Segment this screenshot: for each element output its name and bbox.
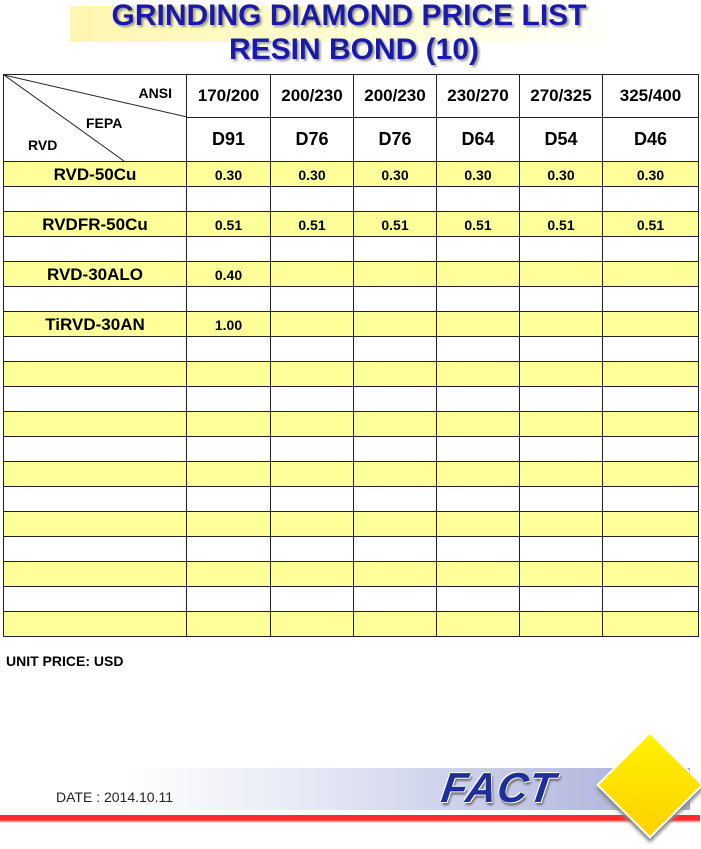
price-cell (520, 187, 603, 212)
price-cell (520, 337, 603, 362)
price-table (3, 74, 699, 637)
table-row (4, 337, 699, 362)
product-name-cell (4, 487, 187, 512)
price-value: 0.30 (381, 167, 409, 183)
price-cell (271, 462, 354, 487)
product-name: TiRVD-30AN (45, 315, 145, 334)
table-row (4, 537, 699, 562)
price-cell (520, 262, 603, 287)
price-cell (354, 187, 437, 212)
price-value: 0.30 (464, 167, 492, 183)
price-cell (520, 562, 603, 587)
corner-header-cell (4, 75, 187, 162)
product-name-cell (4, 462, 187, 487)
product-name-cell (4, 537, 187, 562)
price-cell (603, 312, 699, 337)
table-row (4, 487, 699, 512)
price-cell (354, 287, 437, 312)
price-cell (354, 412, 437, 437)
price-cell (271, 437, 354, 462)
date-label: DATE : 2014.10.11 (56, 789, 173, 805)
table-row (4, 362, 699, 387)
price-cell (271, 287, 354, 312)
price-cell (603, 487, 699, 512)
table-row (4, 312, 699, 337)
table-row (4, 587, 699, 612)
price-cell (354, 337, 437, 362)
table-row (4, 237, 699, 262)
product-name-cell (4, 162, 187, 187)
price-cell (271, 162, 354, 187)
ansi-size-header: 270/325 (520, 75, 603, 118)
fepa-size-header: D76 (271, 118, 354, 162)
price-cell (437, 362, 520, 387)
price-cell (603, 362, 699, 387)
product-name: RVD-50Cu (53, 165, 137, 184)
price-value: 1.00 (214, 317, 243, 333)
table-row (4, 562, 699, 587)
price-cell (354, 512, 437, 537)
price-cell (520, 212, 603, 237)
ansi-size-header: 170/200 (187, 75, 271, 118)
price-cell (520, 387, 603, 412)
price-cell (437, 237, 520, 262)
price-cell (437, 562, 520, 587)
page-title (0, 0, 701, 66)
price-cell (520, 437, 603, 462)
price-cell (603, 162, 699, 187)
price-cell (520, 587, 603, 612)
table-row (4, 512, 699, 537)
price-cell (437, 387, 520, 412)
price-cell (187, 587, 271, 612)
corner-label-ansi: ANSI (138, 85, 172, 101)
product-name-cell (4, 187, 187, 212)
price-cell (271, 487, 354, 512)
ansi-size-header: 325/400 (603, 75, 699, 118)
price-value: 0.30 (636, 167, 665, 183)
price-cell (437, 487, 520, 512)
price-cell (271, 512, 354, 537)
price-cell (520, 287, 603, 312)
price-cell (437, 437, 520, 462)
price-cell (187, 512, 271, 537)
price-cell (187, 462, 271, 487)
product-name-cell (4, 587, 187, 612)
corner-label-fepa: FEPA (86, 115, 123, 131)
fepa-size-header: D54 (520, 118, 603, 162)
table-row (4, 437, 699, 462)
table-row (4, 387, 699, 412)
price-cell (187, 237, 271, 262)
table-header (4, 75, 699, 162)
price-cell (437, 337, 520, 362)
fepa-size-header: D91 (187, 118, 271, 162)
product-name-cell (4, 287, 187, 312)
price-cell (187, 487, 271, 512)
price-cell (271, 412, 354, 437)
price-value: 0.51 (214, 217, 243, 233)
product-name: RVDFR-50Cu (42, 215, 148, 234)
price-cell (603, 587, 699, 612)
price-cell (271, 312, 354, 337)
price-cell (354, 212, 437, 237)
price-value: 0.51 (547, 217, 575, 233)
price-cell (271, 612, 354, 637)
price-cell (603, 512, 699, 537)
price-cell (603, 562, 699, 587)
product-name-cell (4, 362, 187, 387)
price-cell (271, 337, 354, 362)
price-cell (437, 162, 520, 187)
price-cell (603, 462, 699, 487)
price-cell (271, 562, 354, 587)
price-cell (187, 212, 271, 237)
price-cell (187, 387, 271, 412)
price-cell (354, 387, 437, 412)
price-cell (187, 287, 271, 312)
price-cell (437, 187, 520, 212)
product-name-cell (4, 262, 187, 287)
title-line-2: RESIN BOND (10) (228, 33, 480, 66)
price-cell (603, 187, 699, 212)
price-cell (520, 162, 603, 187)
price-value: 0.51 (464, 217, 492, 233)
product-name-cell (4, 387, 187, 412)
fepa-size-header: D46 (603, 118, 699, 162)
table-body (4, 162, 699, 637)
price-cell (603, 262, 699, 287)
price-cell (354, 237, 437, 262)
price-cell (354, 462, 437, 487)
ansi-size-header: 200/230 (271, 75, 354, 118)
price-cell (354, 312, 437, 337)
price-cell (603, 387, 699, 412)
ansi-size-header: 230/270 (437, 75, 520, 118)
table-row (4, 262, 699, 287)
footer-red-rule (0, 815, 700, 823)
table-row (4, 212, 699, 237)
product-name-cell (4, 237, 187, 262)
price-cell (354, 262, 437, 287)
price-value: 0.30 (214, 167, 243, 183)
price-cell (520, 362, 603, 387)
price-cell (437, 312, 520, 337)
price-cell (187, 187, 271, 212)
price-cell (437, 262, 520, 287)
price-cell (437, 512, 520, 537)
price-cell (437, 537, 520, 562)
price-cell (271, 262, 354, 287)
price-cell (603, 537, 699, 562)
product-name-cell (4, 612, 187, 637)
price-cell (354, 562, 437, 587)
price-cell (437, 212, 520, 237)
fepa-size-header: D64 (437, 118, 520, 162)
table-row (4, 462, 699, 487)
price-cell (187, 162, 271, 187)
price-cell (437, 612, 520, 637)
price-cell (437, 462, 520, 487)
price-value: 0.51 (298, 217, 326, 233)
price-cell (603, 437, 699, 462)
ansi-size-header: 200/230 (354, 75, 437, 118)
corner-label-rvd: RVD (28, 137, 58, 153)
price-cell (354, 612, 437, 637)
product-name-cell (4, 212, 187, 237)
price-cell (437, 587, 520, 612)
table-row (4, 412, 699, 437)
price-cell (520, 487, 603, 512)
price-cell (437, 412, 520, 437)
price-cell (603, 212, 699, 237)
price-cell (187, 537, 271, 562)
price-cell (271, 387, 354, 412)
price-cell (354, 162, 437, 187)
price-cell (520, 237, 603, 262)
price-cell (271, 587, 354, 612)
price-cell (187, 437, 271, 462)
price-cell (354, 587, 437, 612)
price-value: 0.30 (547, 167, 575, 183)
price-cell (603, 412, 699, 437)
price-cell (187, 412, 271, 437)
price-cell (187, 362, 271, 387)
price-cell (520, 412, 603, 437)
product-name: RVD-30ALO (46, 265, 144, 284)
price-value: 0.40 (214, 267, 243, 283)
price-cell (354, 437, 437, 462)
price-cell (271, 187, 354, 212)
product-name-cell (4, 312, 187, 337)
product-name-cell (4, 337, 187, 362)
price-cell (520, 462, 603, 487)
price-cell (354, 537, 437, 562)
price-cell (271, 537, 354, 562)
price-cell (271, 212, 354, 237)
price-cell (437, 287, 520, 312)
table-row (4, 162, 699, 187)
price-cell (354, 362, 437, 387)
price-cell (520, 512, 603, 537)
price-cell (520, 537, 603, 562)
price-cell (603, 237, 699, 262)
fepa-size-header: D76 (354, 118, 437, 162)
price-cell (187, 337, 271, 362)
title-line-1: GRINDING DIAMOND PRICE LIST (111, 0, 587, 32)
product-name-cell (4, 512, 187, 537)
price-value: 0.51 (636, 217, 665, 233)
price-value: 0.30 (298, 167, 326, 183)
table-row (4, 612, 699, 637)
fact-logo-text: FACT (438, 764, 560, 811)
price-cell (603, 612, 699, 637)
price-cell (187, 312, 271, 337)
price-cell (603, 287, 699, 312)
price-cell (603, 337, 699, 362)
product-name-cell (4, 412, 187, 437)
price-cell (187, 562, 271, 587)
price-cell (271, 362, 354, 387)
product-name-cell (4, 562, 187, 587)
product-name-cell (4, 437, 187, 462)
price-cell (354, 487, 437, 512)
table-row (4, 287, 699, 312)
price-cell (520, 612, 603, 637)
price-cell (187, 262, 271, 287)
unit-price-note: UNIT PRICE: USD (6, 653, 124, 669)
price-cell (520, 312, 603, 337)
table-row (4, 187, 699, 212)
price-cell (271, 237, 354, 262)
price-cell (187, 612, 271, 637)
price-value: 0.51 (381, 217, 409, 233)
